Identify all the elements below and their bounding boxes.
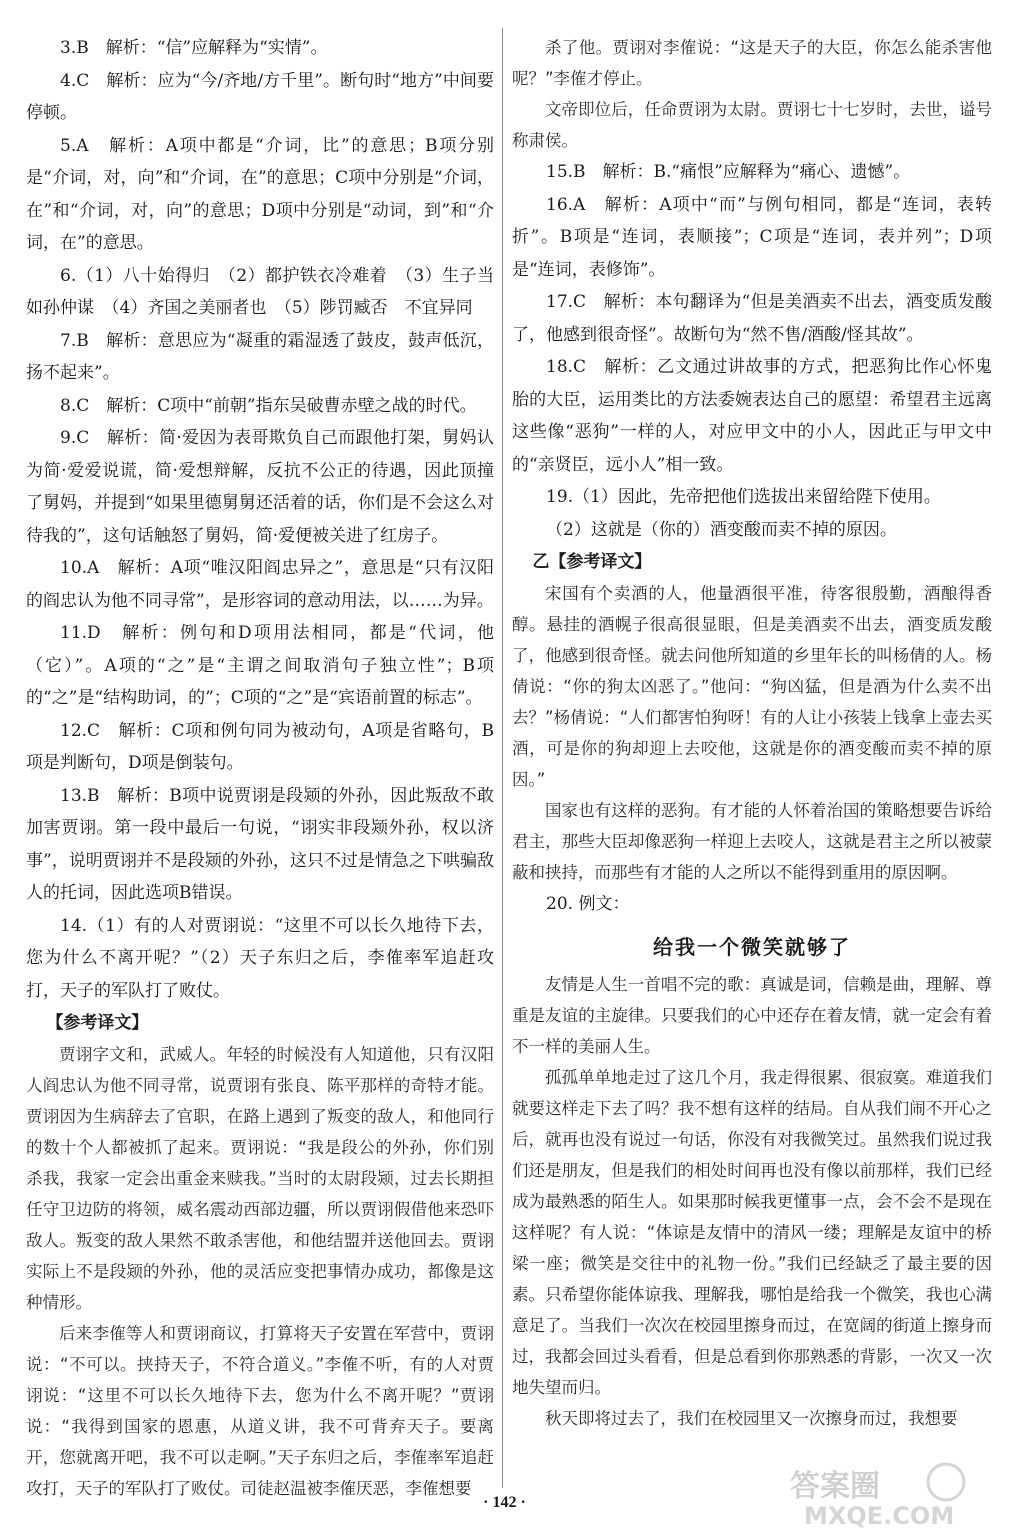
translation-paragraph: 文帝即位后，任命贾诩为太尉。贾诩七十七岁时，去世，谥号称肃侯。 xyxy=(512,100,992,150)
translation-paragraph: 国家也有这样的恶狗。有才能的人怀着治国的策略想要告诉给君主，那些大臣却像恶狗一样迎上去咬人，这就是君主之所以被蒙蔽和挟持，而那些有才能的人之所以不能得到重用的原因啊。 xyxy=(512,801,992,882)
answer-item: 4.C 解析：应为“今/齐地/方千里”。断句时“地方”中间要停顿。 xyxy=(26,70,494,123)
answer-item: 19.（1）因此，先帝把他们选拔出来留给陛下使用。 xyxy=(546,487,941,507)
answer-item: 3.B 解析：“信”应解释为“实情”。 xyxy=(60,38,328,58)
translation-paragraph: 宋国有个卖酒的人，他量酒很平准，待客很殷勤，酒酿得香醇。悬挂的酒幌子很高很显眼，但是美酒卖不出去，酒变质发酸了，他感到很奇怪。就去问他所知道的乡里年长的叫杨倩的人。杨倩说：“你的狗太凶恶了。”他问：“狗凶猛，但是酒为什么卖不出去？”杨倩说：“人们都害怕狗呀！有的人让小孩装上钱拿上壶去买酒，可是你的狗却迎上去咬他，这就是你的酒变酸而卖不掉的原因。” xyxy=(512,584,992,789)
translation-text-right xyxy=(512,578,992,888)
answer-item: 6.（1）八十始得归 （2）都护铁衣冷难着 （3）生子当如孙仲谋 （4）齐国之美丽者也 （5）陟罚臧否 不宜异同 xyxy=(26,265,494,318)
page-number: · 142 · xyxy=(483,1494,526,1511)
translation-paragraph: 贾诩字文和，武威人。年轻的时候没有人知道他，只有汉阳人阎忠认为他不同寻常，说贾诩有张良、陈平那样的奇特才能。贾诩因为生病辞去了官职，在路上遇到了叛变的敌人，和他同行的数十个人都被抓了起来。贾诩说：“我是段公的外孙，你们别杀我，我家一定会出重金来赎我。”当时的太尉段颎，过去长期担任守卫边防的将领，威名震动西部边疆，所以贾诩假借他来恐吓敌人。叛变的敌人果然不敢杀害他，和他结盟并送他回去。贾诩实际上不是段颎的外孙，他的灵活应变把事情办成功，都像是这种情形。 xyxy=(26,1045,494,1312)
left-column xyxy=(26,32,494,1504)
column-divider xyxy=(502,28,503,1488)
essay-paragraph: 秋天即将过去了，我们在校园里又一次擦身而过，我想要 xyxy=(545,1408,958,1428)
answer-item: 18.C 解析：乙文通过讲故事的方式，把恶狗比作心怀鬼胎的大臣，运用类比的方法委婉表达自己的愿望：希望君主远离这些像“恶狗”一样的人，对应甲文中的小人，因此正与甲文中的“亲贤臣，远小人”相一致。 xyxy=(512,357,992,475)
answer-list-right xyxy=(512,156,992,546)
answer-item: 17.C 解析：本句翻译为“但是美酒卖不出去，酒变质发酸了，他感到很奇怪”。故断句为“然不售/酒酸/怪其故”。 xyxy=(512,292,992,345)
answer-item: （2）这就是（你的）酒变酸而卖不掉的原因。 xyxy=(546,519,897,540)
translation-continued xyxy=(512,32,992,156)
essay-paragraph: 友情是人生一首唱不完的歌：真诚是词，信赖是曲，理解、尊重是友谊的主旋律。只要我们的心中还存在着友情，就一定会有着不一样的美丽人生。 xyxy=(512,974,992,1056)
svg-text:MXQE.COM: MXQE.COM xyxy=(804,1502,955,1530)
answer-item: 7.B 解析：意思应为“凝重的霜湿透了鼓皮，鼓声低沉，扬不起来”。 xyxy=(26,330,494,383)
right-column xyxy=(512,32,992,1434)
essay-title: 给我一个微笑就够了 xyxy=(653,934,851,959)
answer-item: 16.A 解析：A项中“而”与例句相同，都是“连词，表转折”。B项是“连词，表顺接”；C项是“连词，表并列”；D项是“连词，表修饰”。 xyxy=(512,194,992,280)
answer-item: 5.A 解析：A项中都是“介词，比”的意思；B项分别是“介词，对，向”和“介词，在”的意思；C项中分别是“介词，在”和“介词，对，向”的意思；D项中分别是“动词，到”和“介词，在”的意思。 xyxy=(26,135,494,253)
answer-item: 12.C 解析：C项和例句同为被动句，A项是省略句，B项是判断句，D项是倒装句。 xyxy=(26,720,494,773)
answer-item: 14.（1）有的人对贾诩说：“这里不可以长久地待下去，您为什么不离开呢？”（2）天子东归之后，李傕率军追赶攻打，天子的军队打了败仗。 xyxy=(26,915,494,1001)
essay-body xyxy=(512,969,992,1434)
svg-text:答案圈: 答案圈 xyxy=(790,1469,880,1504)
translation-text-left xyxy=(26,1039,494,1504)
translation-heading: 【参考译文】 xyxy=(46,1013,149,1033)
answer-item: 9.C 解析：简·爱因为表哥欺负自己而跟他打架，舅妈认为简·爱爱说谎，简·爱想辩解，反抗不公正的待遇，因此顶撞了舅妈，并提到“如果里德舅舅还活着的话，你们是不会这么对待我的”，这句话触怒了舅妈，简·爱便被关进了红房子。 xyxy=(26,428,494,546)
translation-heading-yi: 乙【参考译文】 xyxy=(532,552,652,572)
translation-paragraph: 杀了他。贾诩对李傕说：“这是天子的大臣，你怎么能杀害他呢？”李傕才停止。 xyxy=(512,38,992,88)
watermark-logo xyxy=(786,1460,991,1530)
answer-item: 13.B 解析：B项中说贾诩是段颎的外孙，因此叛敌不敢加害贾诩。第一段中最后一句说，“诩实非段颎外孙，权以济事”，说明贾诩并不是段颎的外孙，这只不过是情急之下哄骗敌人的托词，因此选项B错误。 xyxy=(26,785,494,903)
essay-paragraph: 孤孤单单地走过了这几个月，我走得很累、很寂寞。难道我们就要这样走下去了吗？我不想有这样的结局。自从我们闹不开心之后，就再也没有说过一句话，你没有对我微笑过。虽然我们说过我们还是朋友，但是我们的相处时间再也没有像以前那样，我们已经成为最熟悉的陌生人。如果那时候我更懂事一点，会不会不是现在这样呢？有人说：“体谅是友情中的清风一缕；理解是友谊中的桥梁一座；微笑是交往中的礼物一份。”我们已经缺乏了最主要的因素。只希望你能体谅我、理解我，哪怕是给我一个微笑，我也心满意足了。当我们一次次在校园里擦身而过，在宽阔的街道上擦身而过，我都会回过头看看，但是总看到你那熟悉的背影，一次又一次地失望而归。 xyxy=(512,1067,992,1397)
answer-item: 11.D 解析：例句和D项用法相同，都是“代词，他（它）”。A项的“之”是“主谓之间取消句子独立性”；B项的“之”是“结构助词，的”；C项的“之”是“宾语前置的标志”。 xyxy=(26,623,494,708)
answer-item: 8.C 解析：C项中“前朝”指东吴破曹赤壁之战的时代。 xyxy=(60,395,477,416)
answer-item: 10.A 解析：A项“唯汉阳阎忠异之”，意思是“只有汉阳的阎忠认为他不同寻常”，是形容词的意动用法，以……为异。 xyxy=(26,558,494,611)
answer-item: 15.B 解析：B.“痛恨”应解释为“痛心、遗憾”。 xyxy=(546,162,911,182)
answer-list-left xyxy=(26,32,494,1007)
translation-paragraph: 后来李傕等人和贾诩商议，打算将天子安置在军营中，贾诩说：“不可以。挟持天子，不符合道义。”李傕不听，有的人对贾诩说：“这里不可以长久地待下去，您为什么不离开呢？”贾诩说：“我得到国家的恩惠，从道义讲，我不可背弃天子。要离开，您就离开吧，我不可以走啊。”天子东归之后，李傕率军追赶攻打，天子的军队打了败仗。司徒赵温被李傕厌恶，李傕想要 xyxy=(26,1324,494,1498)
question-20-label: 20. 例文： xyxy=(546,894,630,914)
